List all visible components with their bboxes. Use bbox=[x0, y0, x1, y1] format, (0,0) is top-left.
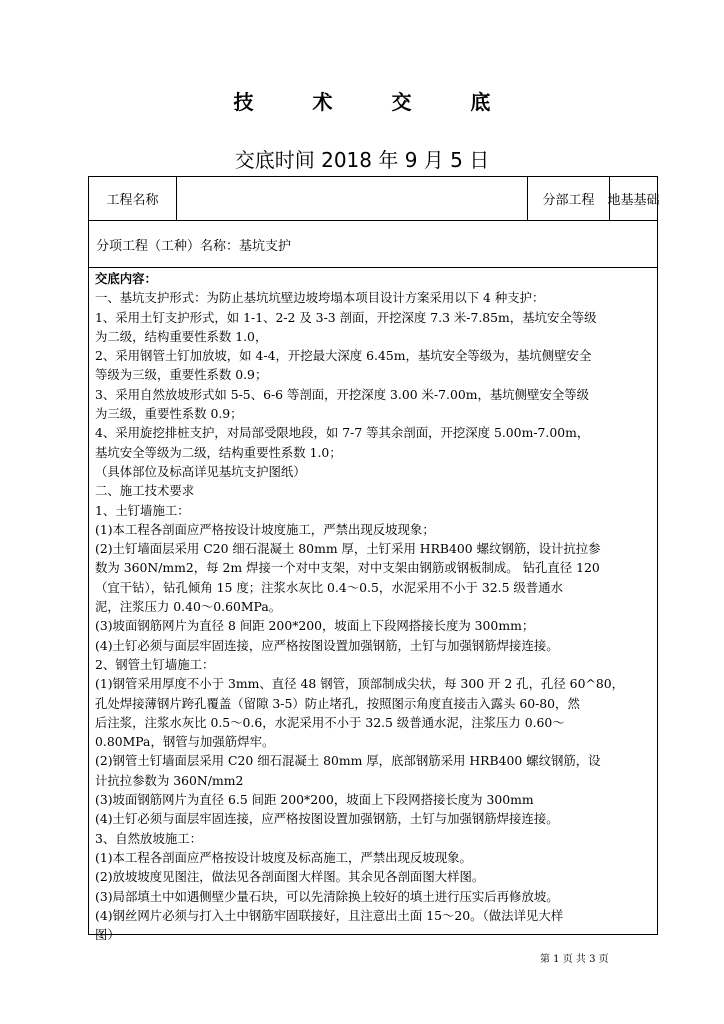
content-line: 基坑安全等级为二级，结构重要性系数 1.0； bbox=[95, 444, 342, 460]
project-name-label: 工程名称 bbox=[89, 177, 177, 220]
content-line: 等级为三级，重要性系数 0.9； bbox=[95, 367, 268, 383]
content-line: 0.80MPa，钢管与加强筋焊牢。 bbox=[95, 734, 275, 750]
content-line: 为三级，重要性系数 0.9； bbox=[95, 406, 243, 422]
content-line: 一、基坑支护形式：为防止基坑坑壁边坡垮塌本项目设计方案采用以下 4 种支护： bbox=[95, 290, 545, 306]
section-value-cell bbox=[607, 177, 660, 220]
section-label: 分部工程 bbox=[528, 177, 610, 220]
disclosure-table bbox=[88, 176, 660, 943]
project-name-value bbox=[177, 177, 528, 220]
content-line: 计抗拉参数为 360N/mm2 bbox=[95, 772, 244, 788]
content-line: 为二级，结构重要性系数 1.0， bbox=[95, 328, 268, 344]
content-line: 3、采用自然放坡形式如 5-5、6-6 等剖面，开挖深度 3.00 米-7.00m，基坑侧壁安全等级 bbox=[95, 386, 589, 402]
content-line: 1、采用土钉支护形式，如 1-1、2-2 及 3-3 剖面，开挖深度 7.3 米-7.85m，基坑安全等级 bbox=[95, 309, 597, 325]
page-number: 第 1 页 共 3 页 bbox=[540, 954, 609, 965]
content-line: (2)钢管土钉墙面层采用 C20 细石混凝土 80mm 厚，底部钢筋采用 HRB400 螺纹钢筋，设 bbox=[95, 753, 601, 769]
disclosure-content bbox=[89, 269, 657, 944]
content-line: 2、采用钢管土钉加放坡，如 4-4，开挖最大深度 6.45m，基坑安全等级为，基坑侧壁安全 bbox=[95, 348, 592, 364]
content-line: (1)本工程各剖面应严格按设计坡度施工，严禁出现反坡现象； bbox=[95, 521, 435, 537]
content-line: 1、土钉墙施工： bbox=[95, 502, 190, 518]
content-line: (3)坡面钢筋网片为直径 8 间距 200*200，坡面上下段网搭接长度为 300mm； bbox=[95, 618, 535, 634]
content-line: 数为 360N/mm2，每 2m 焊接一个对中支架，对中支架由钢筋或钢板制成。 钻孔直径 120 bbox=[95, 560, 600, 576]
content-line: 2、钢管土钉墙施工： bbox=[95, 656, 215, 672]
subitem-row: 分项工程（工种）名称：基坑支护 bbox=[89, 221, 657, 268]
content-line: 图） bbox=[95, 927, 120, 943]
section-value: 地基基础 bbox=[607, 193, 660, 208]
content-line: (2)放坡坡度见图注，做法见各剖面图大样图。其余见各剖面图大样图。 bbox=[95, 869, 485, 885]
content-line: (3)局部填土中如遇侧壁少量石块，可以先清除换上较好的填土进行压实后再修放坡。 bbox=[95, 888, 559, 904]
content-line: (1)本工程各剖面应严格按设计坡度及标高施工，严禁出现反坡现象。 bbox=[95, 849, 472, 865]
content-line: (4)土钉必须与面层牢固连接，应严格按图设置加强钢筋，土钉与加强钢筋焊接连接。 bbox=[95, 811, 559, 827]
content-line: (4)钢丝网片必须与打入土中钢筋牢固联接好，且注意出土面 15～20。（做法详见大样 bbox=[95, 907, 564, 923]
content-line: 泥，注浆压力 0.40～0.60MPa。 bbox=[95, 599, 282, 615]
disclosure-date: 交底时间 2018 年 9 月 5 日 bbox=[234, 148, 490, 172]
content-line: (4)土钉必须与面层牢固连接，应严格按图设置加强钢筋，土钉与加强钢筋焊接连接。 bbox=[95, 637, 559, 653]
content-line: （宜干钻），钻孔倾角 15 度；注浆水灰比 0.4～0.5，水泥采用不小于 32.5 级普通水 bbox=[95, 579, 563, 595]
content-line: (3)坡面钢筋网片为直径 6.5 间距 200*200，坡面上下段网搭接长度为 300mm bbox=[95, 792, 534, 808]
content-line: (1)钢管采用厚度不小于 3mm、直径 48 钢管，顶部制成尖状，每 300 开 2 孔，孔径 60^80， bbox=[95, 676, 624, 692]
content-lines bbox=[95, 288, 652, 944]
content-line: (2)土钉墙面层采用 C20 细石混凝土 80mm 厚，土钉采用 HRB400 螺纹钢筋，设计抗拉参 bbox=[95, 541, 601, 557]
content-heading: 交底内容： bbox=[95, 271, 157, 286]
content-line: 孔处焊接薄钢片跨孔覆盖（留隙 3-5）防止堵孔，按照图示角度直接击入露头 60-80，然 bbox=[95, 695, 580, 711]
header-row bbox=[89, 177, 660, 221]
content-line: 二、施工技术要求 bbox=[95, 483, 195, 499]
content-line: 3、自然放坡施工： bbox=[95, 830, 203, 846]
content-line: 后注浆，注浆水灰比 0.5～0.6，水泥采用不小于 32.5 级普通水泥，注浆压力 0.60～ bbox=[95, 714, 565, 730]
document-title: 技 术 交 底 bbox=[233, 90, 517, 114]
content-line: （具体部位及标高详见基坑支护图纸） bbox=[95, 463, 306, 479]
content-line: 4、采用旋挖排桩支护，对局部受限地段，如 7-7 等其余剖面，开挖深度 5.00m-7.00m， bbox=[95, 425, 590, 441]
